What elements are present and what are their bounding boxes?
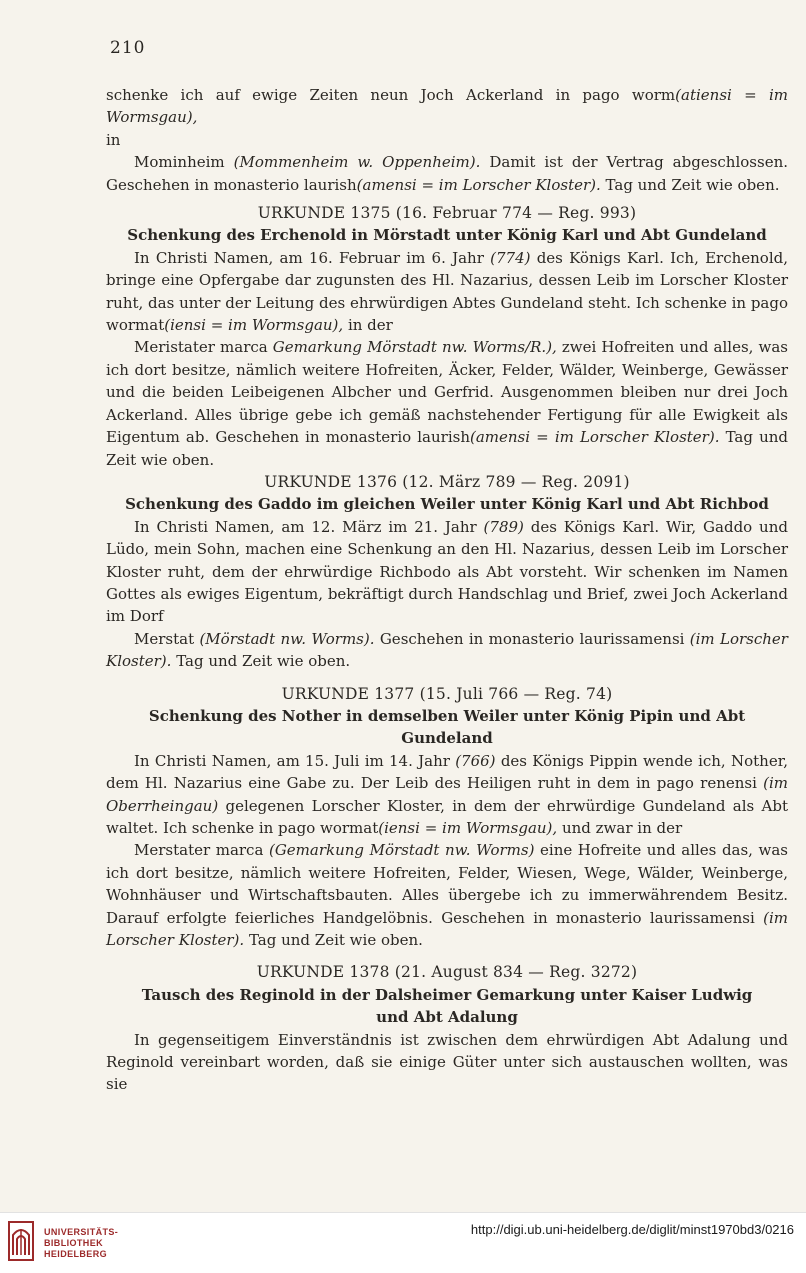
- italic-span: (amensi = im Lorscher Kloster).: [356, 175, 601, 194]
- paragraph: [106, 750, 788, 840]
- university-library-logo-icon: [8, 1221, 34, 1261]
- italic-span: (766): [455, 751, 496, 770]
- text-span: Tag und Zeit wie oben.: [600, 175, 780, 194]
- charter-heading-1376: URKUNDE 1376 (12. März 789 — Reg. 2091): [264, 472, 630, 491]
- library-name-line2: BIBLIOTHEK: [44, 1238, 103, 1248]
- charter-heading-1378: URKUNDE 1378 (21. August 834 — Reg. 3272): [256, 963, 638, 982]
- library-name-line3: HEIDELBERG: [44, 1249, 108, 1259]
- text-span: Tag und Zeit wie oben.: [171, 652, 351, 671]
- text-span: Merstat: [134, 629, 200, 648]
- text-span: in: [106, 130, 121, 149]
- paragraph: [106, 247, 788, 337]
- text-span: Mominheim: [134, 153, 234, 172]
- italic-span: (im Lorscher Kloster).: [106, 629, 788, 671]
- italic-span: (Mommenheim w. Oppenheim).: [233, 153, 481, 172]
- text-span: des Königs Karl. Wir, Gaddo und Lüdo, mein Sohn, machen eine Schenkung an den Hl. Nazarius, dessen Leib im Lorscher Kloster ruht, dem der ehrwürdige Richbodo als Abt vorsteht. Wir schenken im Namen Gottes als ewiges Eigentum, bekräftigt durch Handschlag und Brief, zwei Joch Ackerland im Dorf: [106, 517, 788, 626]
- paragraph: [106, 839, 788, 951]
- charter-title-1378-line2: und Abt Adalung: [376, 1008, 518, 1027]
- text-span: Tag und Zeit wie oben.: [106, 428, 788, 469]
- charter-heading-1377: URKUNDE 1377 (15. Juli 766 — Reg. 74): [281, 684, 613, 703]
- italic-span: (Mörstadt nw. Worms).: [199, 629, 375, 648]
- italic-span: (iensi = im Wormsgau),: [378, 819, 558, 837]
- paragraph: [106, 628, 788, 673]
- library-name-line1: UNIVERSITÄTS-: [44, 1227, 119, 1237]
- text-span: In Christi Namen, am 16. Februar im 6. Jahr: [134, 248, 491, 267]
- italic-span: (Gemarkung Mörstadt nw. Worms): [268, 841, 535, 860]
- italic-span: (atiensi = im Wormsgau),: [106, 86, 788, 127]
- paragraph: In gegenseitigem Einverständnis ist zwischen dem ehrwürdigen Abt Adalung und Reginold vereinbart worden, daß sie einige Güter unter sich austauschen wollten, was sie: [106, 1030, 788, 1094]
- text-span: In Christi Namen, am 12. März im 21. Jahr: [134, 517, 484, 536]
- italic-span: (im Lorscher Kloster).: [106, 908, 788, 950]
- text-span: Tag und Zeit wie oben.: [244, 931, 423, 950]
- text-span: des Königs Karl. Ich, Erchenold, bringe eine Opfergabe dar zugunsten des Hl. Nazarius, dessen Leib im Lorscher Kloster ruht, das unter der Leitung des ehrwürdigen Abtes Gundeland steht. Ich schenke in pago wormat: [106, 248, 789, 335]
- text-span: in der: [343, 316, 393, 335]
- text-span: eine Hofreite und alles das, was ich dort besitze, nämlich weitere Hofreiten, Felder, Wiesen, Wege, Wälder, Weinberge, Wohnhäuser und Wirtschaftsbauten. Alles übergebe ich zu immerwährendem Besitz. Darauf erfolgte feierliches Handgelöbnis. Geschehen in monasterio laurissamensi: [106, 841, 788, 927]
- italic-span: (774): [490, 248, 531, 267]
- text-span: des Königs Pippin wende ich, Nother, dem Hl. Nazarius eine Gabe zu. Der Leib des Heiligen ruht in dem in pago renensi: [106, 751, 788, 793]
- paragraph: [106, 336, 788, 470]
- text-span: Geschehen in monasterio laurissamensi: [374, 629, 690, 648]
- text-span: Merstater marca: [134, 841, 269, 860]
- text-span: gelegenen Lorscher Kloster, in dem der ehrwürdige Gundeland als Abt waltet. Ich schenke in pago wormat: [106, 796, 788, 837]
- paragraph-continuation: [106, 84, 788, 151]
- italic-span: Gemarkung Mörstadt nw. Worms/R.),: [272, 338, 557, 357]
- text-span: Damit ist der Vertrag abgeschlossen. Geschehen in monasterio laurish: [106, 153, 788, 194]
- text-span: und zwar in der: [557, 819, 683, 837]
- charter-title-1375: Schenkung des Erchenold in Mörstadt unter König Karl und Abt Gundeland: [127, 226, 767, 245]
- italic-span: (im Oberrheingau): [106, 774, 788, 815]
- paragraph: [106, 151, 788, 196]
- permalink-url[interactable]: http://digi.ub.uni-heidelberg.de/diglit/minst1970bd3/0216: [470, 1222, 794, 1237]
- italic-span: (iensi = im Wormsgau),: [164, 316, 344, 335]
- page-number: 210: [110, 38, 146, 58]
- charter-heading-1375: URKUNDE 1375 (16. Februar 774 — Reg. 993): [257, 204, 637, 223]
- charter-title-1377: Schenkung des Nother in demselben Weiler unter König Pipin und Abt Gundeland: [148, 706, 746, 748]
- text-span: Meristater marca: [134, 338, 273, 357]
- text-span: In Christi Namen, am 15. Juli im 14. Jahr: [134, 751, 456, 770]
- charter-title-1378-line1: Tausch des Reginold in der Dalsheimer Gemarkung unter Kaiser Ludwig: [141, 985, 753, 1004]
- text-span: zwei Hofreiten und alles, was ich dort besitze, nämlich weitere Hofreiten, Äcker, Felder, Wälder, Weinberge, Gewässer und die beiden Leibeigenen Albcher und Gerfrid. Ausgenommen bleiben nur drei Joch Ackerland. Alles übrige gebe ich gemäß nachstehender Fertigung für alle Ewigkeit als Eigentum ab. Geschehen in monasterio laurish: [106, 338, 788, 447]
- viewer-footer: [0, 1212, 806, 1273]
- text-span: schenke ich auf ewige Zeiten neun Joch Ackerland in pago worm: [106, 86, 676, 104]
- paragraph: [106, 516, 788, 628]
- italic-span: (789): [483, 517, 524, 536]
- charter-title-1376: Schenkung des Gaddo im gleichen Weiler unter König Karl und Abt Richbod: [125, 495, 769, 514]
- italic-span: (amensi = im Lorscher Kloster).: [470, 428, 720, 447]
- page-text: [106, 84, 788, 1096]
